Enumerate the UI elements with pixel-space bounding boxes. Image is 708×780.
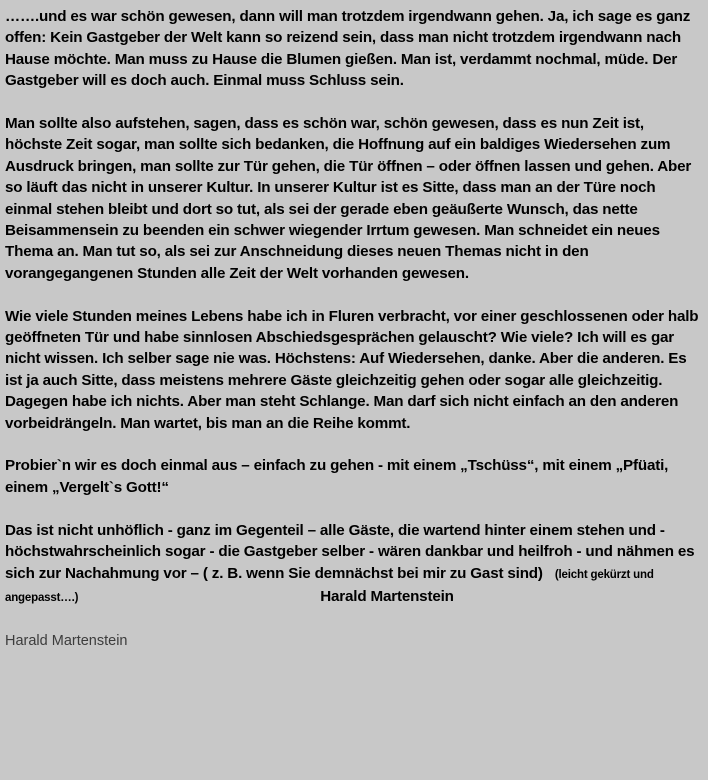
footer-author: Harald Martenstein [5, 632, 128, 649]
paragraph-3: Wie viele Stunden meines Lebens habe ich in Fluren verbracht, vor einer geschlossenen oder halb geöffneten Tür und habe sinnlosen Abschiedsgesprächen gelauscht? Wie viele? Ich will es gar nicht wissen. Ich selber sage nie was. Höchstens: Auf Wiedersehen, danke. Aber die anderen. Es ist ja auch Sitte, dass meistens mehrere Gäste gleichzeitig gehen oder sogar alle gleichzeitig. Dagegen habe ich nichts. Aber man steht Schlange. Man darf sich nicht einfach an den anderen vorbeidrängeln. Man wartet, bis man an die Reihe kommt. [5, 307, 699, 432]
paragraph-1: …….und es war schön gewesen, dann will man trotzdem irgendwann gehen. Ja, ich sage es ganz offen: Kein Gastgeber der Welt kann so reizend sein, dass man nicht trotzdem irgendwann nach Hause möchte. Man muss zu Hause die Blumen gießen. Man ist, verdammt nochmal, müde. Der Gastgeber will es doch auch. Einmal muss Schluss sein. [5, 8, 691, 90]
paragraph-4: Probier`n wir es doch einmal aus – einfach zu gehen - mit einem „Tschüss“, mit einem „Pfüati, einem „Vergelt`s Gott!“ [5, 457, 669, 496]
paragraph-2: Man sollte also aufstehen, sagen, dass es schön war, schön gewesen, dass es nun Zeit ist, höchste Zeit sogar, man sollte sich bedanken, die Hoffnung auf ein baldiges Wiedersehen zum Ausdruck bringen, man sollte zur Tür gehen, die Tür öffnen – oder öffnen lassen und gehen. Aber so läuft das nicht in unserer Kultur. In unserer Kultur ist es Sitte, dass man an der Türe noch einmal stehen bleibt und dort so tut, als sei der gerade eben geäußerte Wunsch, das nette Beisammensein zu beenden ein schwer wiegender Irrtum gewesen. Man schneidet ein neues Thema an. Man tut so, als sei zur Anschneidung dieses neuen Themas nicht in den vorangegangenen Stunden alle Zeit der Welt vorhanden gewesen. [5, 115, 692, 282]
paragraph-5-text: Das ist nicht unhöflich - ganz im Gegenteil – alle Gäste, die wartend hinter einem stehen und - höchstwahrscheinlich sogar - die Gastgeber selber - wären dankbar und heilfroh - und nähmen es sich zur Nachahmung vor – ( z. B. wenn Sie demnächst bei mir zu Gast sind) [5, 521, 695, 582]
paragraph-5 [5, 520, 704, 610]
abridged-note: (leicht gekürzt und angepasst….) [5, 568, 654, 604]
signature-inline: Harald Martenstein [320, 587, 454, 605]
